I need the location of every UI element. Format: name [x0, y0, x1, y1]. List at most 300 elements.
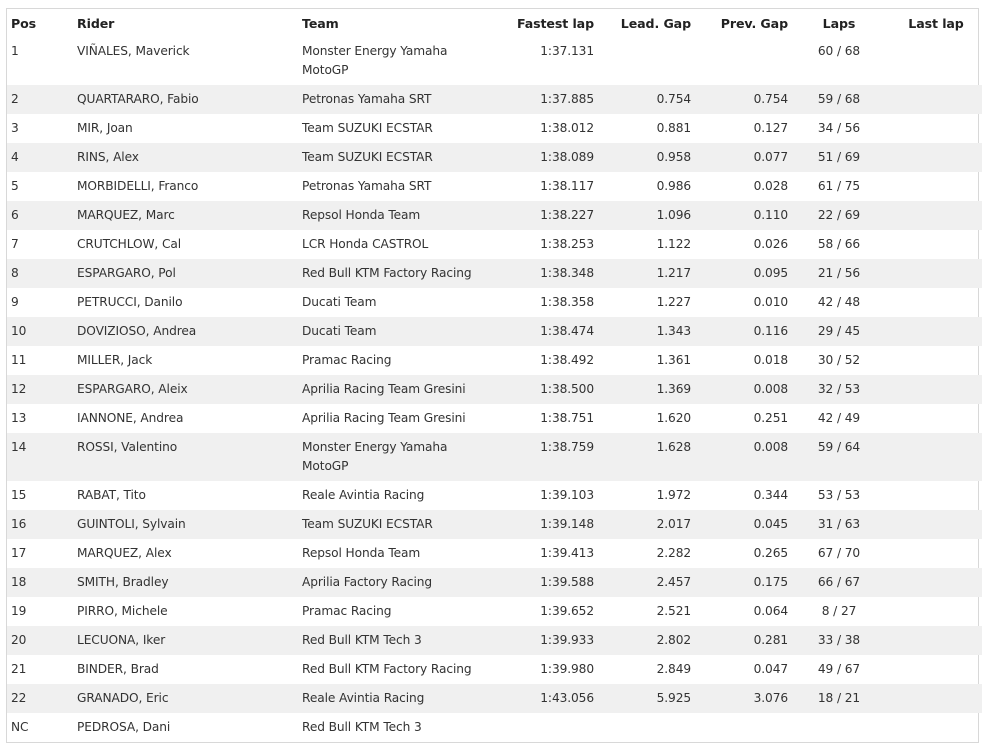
cell-lead-gap-text: 1.628 — [656, 440, 691, 454]
cell-lead-gap-text — [594, 37, 691, 42]
cell-team — [302, 375, 482, 404]
cell-prev-gap — [691, 404, 788, 433]
cell-fastest-lap — [482, 655, 594, 684]
cell-laps-text: 51 / 69 — [817, 150, 861, 164]
table-row — [7, 346, 982, 375]
cell-fastest-lap-text: 1:38.358 — [540, 295, 594, 309]
cell-fastest-lap-text: 1:38.492 — [540, 353, 594, 367]
table-row — [7, 404, 982, 433]
cell-laps-text: 42 / 48 — [817, 295, 861, 309]
cell-prev-gap — [691, 346, 788, 375]
cell-lead-gap-text: 0.958 — [656, 150, 691, 164]
results-table-container — [6, 8, 979, 743]
cell-laps — [788, 85, 890, 114]
cell-prev-gap — [691, 684, 788, 713]
cell-prev-gap-text: 0.281 — [753, 633, 788, 647]
cell-prev-gap — [691, 510, 788, 539]
cell-laps — [788, 433, 890, 481]
cell-lead-gap-text: 2.282 — [656, 546, 691, 560]
table-row — [7, 433, 982, 481]
cell-laps-text: 33 / 38 — [817, 633, 861, 647]
cell-last-lap — [890, 375, 982, 404]
cell-rider — [77, 597, 302, 626]
cell-fastest-lap-text: 1:39.413 — [540, 546, 594, 560]
cell-rider-text: ROSSI, Valentino — [77, 440, 178, 454]
cell-lead-gap-text: 1.227 — [656, 295, 691, 309]
cell-laps-text: 53 / 53 — [817, 488, 861, 502]
cell-prev-gap-text: 3.076 — [753, 691, 788, 705]
cell-prev-gap-text: 0.026 — [753, 237, 788, 251]
cell-last-lap — [890, 172, 982, 201]
cell-team-text: Team SUZUKI ECSTAR — [302, 150, 433, 164]
cell-pos-text: 12 — [11, 382, 27, 396]
cell-lead-gap-text: 1.096 — [656, 208, 691, 222]
cell-team — [302, 143, 482, 172]
cell-lead-gap — [594, 481, 691, 510]
cell-rider-text: GRANADO, Eric — [77, 691, 169, 705]
cell-lead-gap-text: 0.754 — [656, 92, 691, 106]
cell-team-text: Red Bull KTM Factory Racing — [302, 662, 472, 676]
table-row — [7, 713, 982, 742]
cell-team — [302, 259, 482, 288]
cell-rider — [77, 539, 302, 568]
cell-laps — [788, 37, 890, 85]
cell-pos — [7, 510, 77, 539]
cell-last-lap — [890, 230, 982, 259]
cell-prev-gap-text — [691, 37, 788, 42]
cell-fastest-lap-text: 1:38.474 — [540, 324, 594, 338]
cell-pos — [7, 37, 77, 85]
cell-last-lap-text — [890, 568, 982, 573]
cell-last-lap-text — [890, 230, 982, 235]
cell-rider — [77, 375, 302, 404]
cell-team — [302, 539, 482, 568]
cell-fastest-lap — [482, 539, 594, 568]
cell-lead-gap — [594, 346, 691, 375]
results-table — [7, 9, 982, 742]
cell-rider-text: PEDROSA, Dani — [77, 720, 171, 734]
cell-rider-text: ESPARGARO, Pol — [77, 266, 176, 280]
cell-lead-gap — [594, 510, 691, 539]
cell-pos — [7, 259, 77, 288]
cell-laps-text: 61 / 75 — [817, 179, 861, 193]
cell-fastest-lap-text: 1:38.117 — [540, 179, 594, 193]
cell-last-lap — [890, 568, 982, 597]
cell-team — [302, 230, 482, 259]
cell-team-text: Pramac Racing — [302, 604, 392, 618]
cell-laps — [788, 626, 890, 655]
cell-laps-text: 59 / 64 — [817, 440, 861, 454]
cell-pos — [7, 114, 77, 143]
cell-laps — [788, 375, 890, 404]
table-row — [7, 259, 982, 288]
cell-last-lap-text — [890, 346, 982, 351]
cell-last-lap — [890, 85, 982, 114]
cell-team-text: Reale Avintia Racing — [302, 691, 425, 705]
cell-rider — [77, 114, 302, 143]
cell-pos-text: 16 — [11, 517, 27, 531]
cell-pos — [7, 201, 77, 230]
cell-laps — [788, 568, 890, 597]
cell-lead-gap-text: 1.122 — [656, 237, 691, 251]
cell-rider-text: DOVIZIOSO, Andrea — [77, 324, 197, 338]
table-row — [7, 230, 982, 259]
cell-pos-text: 18 — [11, 575, 27, 589]
cell-team — [302, 433, 482, 481]
table-row — [7, 317, 982, 346]
cell-pos-text: 6 — [11, 208, 19, 222]
table-header — [7, 9, 982, 37]
cell-laps-text: 60 / 68 — [817, 44, 861, 58]
cell-team — [302, 597, 482, 626]
cell-rider — [77, 259, 302, 288]
cell-fastest-lap — [482, 713, 594, 742]
cell-pos — [7, 433, 77, 481]
table-row — [7, 481, 982, 510]
cell-fastest-lap — [482, 317, 594, 346]
cell-prev-gap-text: 0.045 — [753, 517, 788, 531]
cell-lead-gap-text — [594, 713, 691, 718]
cell-laps-text: 21 / 56 — [817, 266, 861, 280]
cell-pos — [7, 404, 77, 433]
cell-fastest-lap-text: 1:38.500 — [540, 382, 594, 396]
cell-team-text: Repsol Honda Team — [302, 546, 421, 560]
cell-lead-gap — [594, 375, 691, 404]
cell-lead-gap — [594, 230, 691, 259]
cell-last-lap-text — [890, 626, 982, 631]
cell-fastest-lap-text: 1:37.885 — [540, 92, 594, 106]
table-row — [7, 510, 982, 539]
cell-fastest-lap — [482, 684, 594, 713]
cell-team-text: Ducati Team — [302, 295, 377, 309]
cell-laps-text: 32 / 53 — [817, 382, 861, 396]
cell-team — [302, 655, 482, 684]
cell-pos — [7, 172, 77, 201]
cell-rider — [77, 288, 302, 317]
header-row — [7, 9, 982, 37]
cell-prev-gap — [691, 288, 788, 317]
cell-pos — [7, 626, 77, 655]
cell-rider-text: VIÑALES, Maverick — [77, 44, 190, 58]
cell-fastest-lap-text: 1:38.089 — [540, 150, 594, 164]
cell-prev-gap-text: 0.008 — [753, 440, 788, 454]
cell-lead-gap-text: 2.457 — [656, 575, 691, 589]
cell-last-lap-text — [890, 143, 982, 148]
cell-lead-gap — [594, 713, 691, 742]
cell-laps — [788, 172, 890, 201]
cell-team — [302, 85, 482, 114]
cell-last-lap — [890, 114, 982, 143]
cell-rider-text: SMITH, Bradley — [77, 575, 169, 589]
cell-lead-gap — [594, 37, 691, 85]
cell-prev-gap-text: 0.344 — [753, 488, 788, 502]
cell-fastest-lap — [482, 626, 594, 655]
cell-last-lap — [890, 259, 982, 288]
header-pos: Pos — [11, 15, 37, 31]
cell-lead-gap — [594, 201, 691, 230]
cell-team-text: Repsol Honda Team — [302, 208, 421, 222]
cell-laps-text: 29 / 45 — [817, 324, 861, 338]
cell-team-text: Monster Energy Yamaha MotoGP — [302, 440, 448, 473]
cell-pos — [7, 375, 77, 404]
cell-team-text: Red Bull KTM Tech 3 — [302, 720, 422, 734]
cell-rider-text: QUARTARARO, Fabio — [77, 92, 199, 106]
cell-lead-gap-text: 1.217 — [656, 266, 691, 280]
cell-team — [302, 713, 482, 742]
cell-last-lap — [890, 684, 982, 713]
cell-pos — [7, 317, 77, 346]
cell-team — [302, 510, 482, 539]
cell-prev-gap — [691, 539, 788, 568]
cell-lead-gap — [594, 433, 691, 481]
cell-last-lap-text — [890, 433, 982, 438]
cell-pos-text: 10 — [11, 324, 27, 338]
cell-laps-text: 8 / 27 — [821, 604, 857, 618]
header-rider: Rider — [77, 15, 115, 31]
table-body — [7, 37, 982, 742]
table-row — [7, 684, 982, 713]
cell-team-text: Petronas Yamaha SRT — [302, 92, 432, 106]
cell-fastest-lap — [482, 568, 594, 597]
cell-rider-text: MORBIDELLI, Franco — [77, 179, 199, 193]
table-row — [7, 288, 982, 317]
cell-laps — [788, 288, 890, 317]
cell-laps — [788, 230, 890, 259]
cell-prev-gap-text: 0.010 — [753, 295, 788, 309]
cell-pos-text: 14 — [11, 440, 27, 454]
cell-fastest-lap-text: 1:38.751 — [540, 411, 594, 425]
cell-pos-text: 15 — [11, 488, 27, 502]
cell-rider — [77, 684, 302, 713]
cell-laps-text: 34 / 56 — [817, 121, 861, 135]
table-row — [7, 626, 982, 655]
cell-team-text: Pramac Racing — [302, 353, 392, 367]
cell-fastest-lap-text: 1:43.056 — [540, 691, 594, 705]
cell-rider-text: PETRUCCI, Danilo — [77, 295, 183, 309]
cell-rider-text: GUINTOLI, Sylvain — [77, 517, 186, 531]
cell-last-lap-text — [890, 713, 982, 718]
cell-pos-text: 13 — [11, 411, 27, 425]
cell-prev-gap-text: 0.265 — [753, 546, 788, 560]
cell-laps — [788, 510, 890, 539]
cell-team — [302, 114, 482, 143]
cell-laps — [788, 143, 890, 172]
cell-laps-text — [788, 713, 890, 718]
cell-last-lap — [890, 433, 982, 481]
cell-prev-gap — [691, 85, 788, 114]
table-row — [7, 539, 982, 568]
cell-pos-text: 9 — [11, 295, 19, 309]
cell-lead-gap-text: 1.972 — [656, 488, 691, 502]
cell-lead-gap — [594, 85, 691, 114]
cell-last-lap — [890, 626, 982, 655]
cell-pos-text: 3 — [11, 121, 19, 135]
table-row — [7, 375, 982, 404]
cell-rider — [77, 317, 302, 346]
cell-pos — [7, 346, 77, 375]
cell-prev-gap — [691, 433, 788, 481]
cell-pos — [7, 539, 77, 568]
cell-fastest-lap-text: 1:39.588 — [540, 575, 594, 589]
cell-last-lap — [890, 37, 982, 85]
cell-fastest-lap — [482, 143, 594, 172]
cell-team-text: Aprilia Racing Team Gresini — [302, 382, 466, 396]
cell-lead-gap — [594, 655, 691, 684]
cell-last-lap — [890, 143, 982, 172]
cell-lead-gap — [594, 114, 691, 143]
cell-last-lap — [890, 655, 982, 684]
cell-fastest-lap — [482, 37, 594, 85]
cell-lead-gap — [594, 143, 691, 172]
cell-rider-text: BINDER, Brad — [77, 662, 159, 676]
cell-last-lap — [890, 201, 982, 230]
cell-prev-gap — [691, 568, 788, 597]
cell-last-lap — [890, 510, 982, 539]
cell-team-text: Red Bull KTM Tech 3 — [302, 633, 422, 647]
cell-pos-text: 7 — [11, 237, 19, 251]
cell-fastest-lap-text: 1:38.759 — [540, 440, 594, 454]
cell-fastest-lap-text: 1:38.253 — [540, 237, 594, 251]
cell-team — [302, 481, 482, 510]
cell-fastest-lap — [482, 114, 594, 143]
cell-pos-text: 19 — [11, 604, 27, 618]
cell-last-lap — [890, 539, 982, 568]
cell-lead-gap — [594, 597, 691, 626]
cell-pos-text: 2 — [11, 92, 19, 106]
cell-fastest-lap — [482, 433, 594, 481]
cell-laps — [788, 597, 890, 626]
cell-pos — [7, 568, 77, 597]
cell-rider — [77, 201, 302, 230]
cell-rider-text: IANNONE, Andrea — [77, 411, 184, 425]
cell-prev-gap-text: 0.077 — [753, 150, 788, 164]
cell-last-lap — [890, 713, 982, 742]
cell-prev-gap — [691, 626, 788, 655]
cell-prev-gap — [691, 713, 788, 742]
cell-pos — [7, 655, 77, 684]
cell-rider — [77, 713, 302, 742]
cell-last-lap-text — [890, 597, 982, 602]
table-row — [7, 172, 982, 201]
cell-laps — [788, 684, 890, 713]
cell-lead-gap-text: 2.521 — [656, 604, 691, 618]
cell-team-text: LCR Honda CASTROL — [302, 237, 429, 251]
cell-fastest-lap — [482, 201, 594, 230]
cell-laps — [788, 317, 890, 346]
cell-prev-gap — [691, 655, 788, 684]
cell-rider — [77, 37, 302, 85]
cell-laps-text: 49 / 67 — [817, 662, 861, 676]
cell-last-lap-text — [890, 375, 982, 380]
cell-laps-text: 66 / 67 — [817, 575, 861, 589]
cell-prev-gap-text: 0.116 — [753, 324, 788, 338]
table-row — [7, 114, 982, 143]
cell-prev-gap-text: 0.064 — [753, 604, 788, 618]
cell-lead-gap-text: 5.925 — [656, 691, 691, 705]
table-row — [7, 85, 982, 114]
cell-laps-text: 42 / 49 — [817, 411, 861, 425]
cell-last-lap — [890, 288, 982, 317]
cell-pos-text: 21 — [11, 662, 27, 676]
cell-fastest-lap — [482, 172, 594, 201]
cell-team-text: Aprilia Factory Racing — [302, 575, 432, 589]
cell-rider-text: LECUONA, Iker — [77, 633, 166, 647]
cell-team-text: Reale Avintia Racing — [302, 488, 425, 502]
cell-team — [302, 172, 482, 201]
cell-laps — [788, 539, 890, 568]
cell-rider-text: MARQUEZ, Alex — [77, 546, 172, 560]
cell-fastest-lap-text: 1:37.131 — [540, 44, 594, 58]
table-row — [7, 655, 982, 684]
cell-laps — [788, 259, 890, 288]
cell-lead-gap — [594, 172, 691, 201]
cell-lead-gap — [594, 317, 691, 346]
cell-last-lap — [890, 597, 982, 626]
cell-prev-gap — [691, 37, 788, 85]
cell-prev-gap-text: 0.028 — [753, 179, 788, 193]
header-lead-gap: Lead. Gap — [620, 15, 691, 31]
cell-prev-gap-text: 0.754 — [753, 92, 788, 106]
cell-lead-gap-text: 1.369 — [656, 382, 691, 396]
cell-laps — [788, 114, 890, 143]
cell-laps — [788, 481, 890, 510]
cell-laps-text: 18 / 21 — [817, 691, 861, 705]
cell-prev-gap — [691, 230, 788, 259]
cell-team — [302, 37, 482, 85]
cell-lead-gap — [594, 684, 691, 713]
cell-fastest-lap-text — [482, 713, 594, 718]
cell-last-lap-text — [890, 404, 982, 409]
cell-last-lap-text — [890, 37, 982, 42]
cell-laps-text: 22 / 69 — [817, 208, 861, 222]
cell-lead-gap-text: 2.802 — [656, 633, 691, 647]
cell-fastest-lap-text: 1:38.348 — [540, 266, 594, 280]
cell-prev-gap — [691, 481, 788, 510]
cell-pos — [7, 481, 77, 510]
cell-lead-gap-text: 1.361 — [656, 353, 691, 367]
cell-pos-text: 20 — [11, 633, 27, 647]
header-team: Team — [302, 15, 339, 31]
cell-team — [302, 684, 482, 713]
cell-laps-text: 31 / 63 — [817, 517, 861, 531]
cell-team-text: Team SUZUKI ECSTAR — [302, 517, 433, 531]
cell-last-lap-text — [890, 317, 982, 322]
cell-pos — [7, 288, 77, 317]
cell-last-lap-text — [890, 201, 982, 206]
cell-prev-gap-text: 0.018 — [753, 353, 788, 367]
cell-lead-gap — [594, 404, 691, 433]
cell-team-text: Ducati Team — [302, 324, 377, 338]
cell-team — [302, 626, 482, 655]
cell-rider — [77, 346, 302, 375]
cell-fastest-lap — [482, 481, 594, 510]
cell-pos — [7, 684, 77, 713]
cell-fastest-lap-text: 1:39.103 — [540, 488, 594, 502]
cell-rider — [77, 481, 302, 510]
cell-prev-gap — [691, 114, 788, 143]
cell-prev-gap-text: 0.095 — [753, 266, 788, 280]
cell-last-lap — [890, 404, 982, 433]
header-laps: Laps — [822, 15, 856, 31]
cell-prev-gap-text: 0.127 — [753, 121, 788, 135]
cell-team-text: Monster Energy Yamaha MotoGP — [302, 44, 448, 77]
cell-fastest-lap — [482, 259, 594, 288]
cell-last-lap-text — [890, 684, 982, 689]
table-row — [7, 201, 982, 230]
cell-fastest-lap — [482, 510, 594, 539]
cell-rider-text: PIRRO, Michele — [77, 604, 168, 618]
cell-rider-text: MARQUEZ, Marc — [77, 208, 175, 222]
